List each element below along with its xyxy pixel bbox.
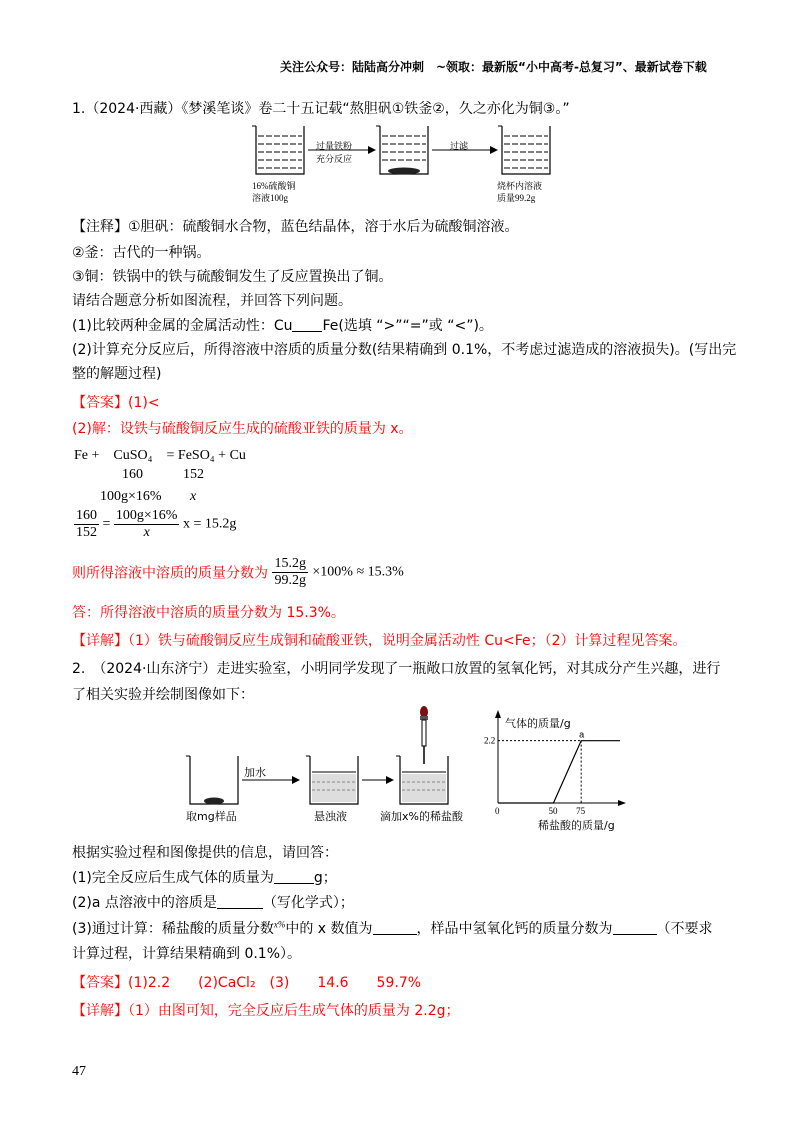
- q2-part-3-text-d: （不要求: [656, 921, 713, 937]
- q2-beaker-3: [396, 756, 448, 804]
- q1-eq-mass-1: 160: [122, 467, 143, 482]
- chart-x-tick-label: 50: [548, 806, 558, 816]
- q2-beaker-2: [306, 756, 358, 804]
- q1-left-label-1: 16%硫酸铜: [252, 181, 296, 191]
- q2-answer: 【答案】(1)2.2 (2)CaCl₂ (3) 14.6 59.7%: [72, 975, 422, 991]
- q1-beaker-2: [376, 126, 428, 175]
- page-number: 47: [72, 1064, 86, 1079]
- q1-right-label-1: 烧杯内溶液: [497, 181, 543, 191]
- q1-arrow2-label: 过滤: [450, 141, 469, 151]
- ratio-result: ×100% ≈ 15.3%: [312, 564, 404, 580]
- q1-note-1: 【注释】①胆矾：硫酸铜水合物，蓝色结晶体，溶于水后为硫酸铜溶液。: [72, 219, 519, 235]
- q1-note-2: ②釜：古代的一种锅。: [72, 245, 211, 261]
- q2-part-1-text: (1)完全反应后生成气体的质量为: [72, 870, 274, 886]
- sample-solid: [204, 798, 224, 805]
- q1-beaker-1: [252, 126, 304, 174]
- q1-instruction: 请结合题意分析如图流程，并回答下列问题。: [72, 293, 352, 309]
- q2-label-suspension: 悬浊液: [314, 810, 347, 823]
- q2-part-3-percent: x%: [273, 919, 286, 930]
- q2-answer-blank-2[interactable]: [217, 894, 263, 909]
- q2-part-2: [72, 892, 354, 912]
- q2-part-3-text-c: ，样品中氢氧化钙的质量分数为: [416, 921, 613, 937]
- q2-label-sample: 取mg样品: [186, 810, 237, 823]
- q1-arrow1-bottom-label: 充分反应: [316, 154, 353, 164]
- prop-den-2: x: [143, 525, 150, 540]
- q2-beaker-1: [186, 756, 238, 805]
- q1-note-3: ③铜：铁锅中的铁与硫酸铜发生了反应置换出了铜。: [72, 269, 393, 285]
- q1-part-2-line1: (2)计算充分反应后，所得溶液中溶质的质量分数(结果精确到 0.1%，不考虑过滤造成的溶液损失)。(写出完: [72, 342, 737, 358]
- q1-beaker-3: [498, 126, 550, 174]
- q1-eq-unknown: x: [190, 489, 197, 504]
- ratio-text: 则所得溶液中溶质的质量分数为: [72, 565, 268, 582]
- ratio-den: 99.2g: [274, 573, 306, 588]
- chart-x-label: 稀盐酸的质量/g: [538, 819, 615, 832]
- q1-eq-known: 100g×16%: [100, 489, 162, 504]
- q2-detail: 【详解】（1）由图可知，完全反应后生成气体的质量为 2.2g；: [72, 1003, 460, 1019]
- ratio-num: 15.2g: [274, 556, 306, 571]
- q2-title-line2: 了相关实验并绘制图像如下：: [72, 687, 254, 703]
- chart-series-line: [498, 741, 620, 803]
- q2-answer-blank-1[interactable]: [274, 869, 314, 884]
- chart-y-label: 气体的质量/g: [505, 717, 571, 730]
- q1-answer-1: 【答案】(1)<: [72, 395, 160, 411]
- q2-answer-blank-3[interactable]: [373, 920, 417, 935]
- q2-answer-blank-4[interactable]: [613, 920, 657, 935]
- page-header: 关注公众号：陆陆高分冲刺 ~领取：最新版“小中高考-总复习”、最新试卷下载: [280, 60, 707, 74]
- q1-ratio: [72, 556, 404, 589]
- q1-arrow1-top-label: 过量铁粉: [316, 141, 353, 151]
- q1-left-label-2: 溶液100g: [252, 193, 289, 203]
- prop-num-2: 100g×16%: [115, 508, 178, 523]
- q1-part-1: [72, 315, 493, 335]
- chart-point-label: a: [579, 729, 585, 740]
- chart-origin-label: 0: [495, 806, 500, 816]
- q2-experiment-diagram: [180, 702, 480, 812]
- q2-part-2-text: (2)a 点溶液中的溶质是: [72, 895, 217, 911]
- q2-part-3: [72, 918, 713, 938]
- prop-num-1: 160: [76, 508, 97, 523]
- q1-equation: Fe + CuSO₄ = FeSO₄ + Cu: [74, 448, 246, 463]
- q1-proportion: $\frac{160}{152}$ = $\frac{100g\times 16\%}{x}$ x = 15.2g: [76, 508, 237, 540]
- q1-final-answer: 答：所得溶液中溶质的质量分数为 15.3%。: [72, 605, 345, 621]
- q1-title: 1.（2024·西藏）《梦溪笔谈》卷二十五记载“熬胆矾①铁釜②，久之亦化为铜③。”: [72, 101, 570, 117]
- q1-detail: 【详解】（1）铁与硫酸铜反应生成铜和硫酸亚铁，说明金属活动性 Cu<Fe；（2）计算过程见答案。: [72, 633, 687, 649]
- q1-part-1-options: Fe(选填 “>”“=”或 “<”)。: [322, 318, 493, 334]
- q2-part-1-unit: g；: [313, 870, 337, 886]
- q2-part-3-text-b: 中的 x 数值为: [285, 921, 373, 937]
- q1-part-1-text: (1)比较两种金属的金属活动性：Cu: [72, 318, 293, 334]
- q1-answer-2: (2)解：设铁与硫酸铜反应生成的硫酸亚铁的质量为 x。: [72, 421, 413, 437]
- q2-intro: 根据实验过程和图像提供的信息，请回答：: [72, 845, 338, 861]
- q2-part-2-hint: （写化学式）；: [262, 895, 354, 911]
- q2-part-1: [72, 867, 337, 887]
- q2-part-3-text: (3)通过计算：稀盐酸的质量分数: [72, 921, 274, 937]
- q2-label-acid: 滴加x%的稀盐酸: [380, 810, 463, 823]
- q2-title-line1: 2. （2024·山东济宁）走进实验室，小明同学发现了一瓶敞口放置的氢氧化钙，对其成分产生兴趣，进行: [72, 661, 721, 677]
- chart-x-tick-label: 75: [576, 806, 586, 816]
- q1-part-2-line2: 整的解题过程): [72, 366, 162, 382]
- prop-result: x = 15.2g: [182, 516, 237, 532]
- q2-part-3-line2: 计算过程，计算结果精确到 0.1%）。: [72, 946, 302, 962]
- prop-den-1: 152: [76, 525, 97, 540]
- chart-y-tick-label: 2.2: [484, 735, 496, 746]
- q1-eq-mass-2: 152: [183, 467, 204, 482]
- q2-arrow1-label: 加水: [244, 766, 266, 779]
- q1-answer-blank-1[interactable]: [292, 317, 322, 332]
- dropper-icon: [420, 706, 428, 764]
- q1-right-label-2: 质量99.2g: [497, 193, 536, 203]
- precipitate: [388, 168, 420, 175]
